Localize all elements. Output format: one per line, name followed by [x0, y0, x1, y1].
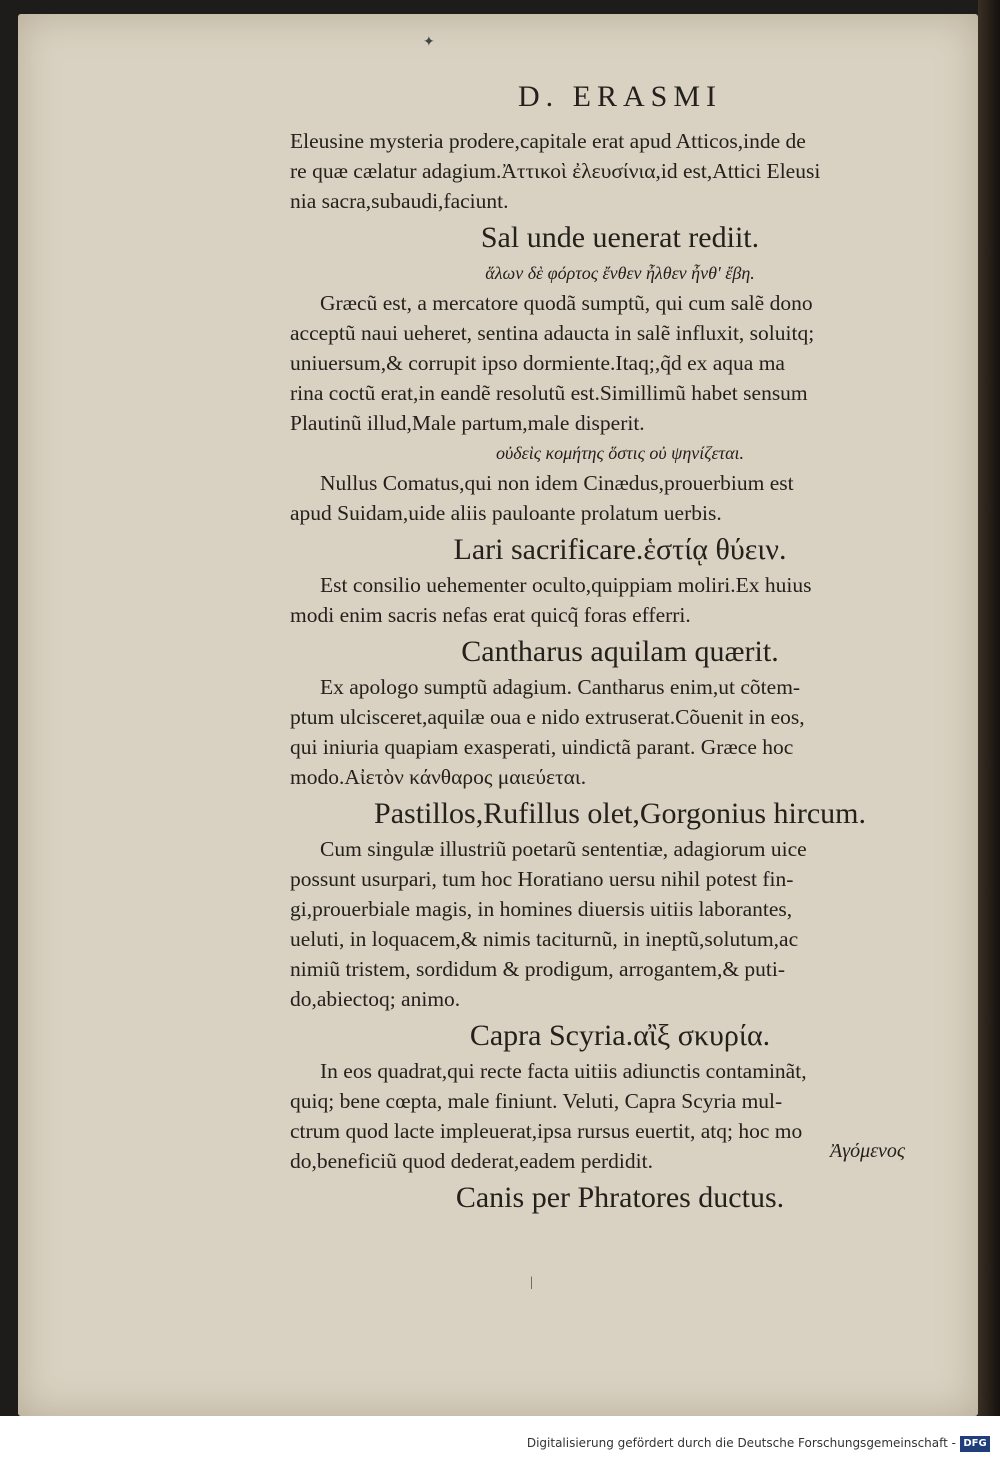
text-line: ctrum quod lacte impleuerat,ipsa rursus euertit, atq; hoc mo	[290, 1119, 803, 1143]
text-line: possunt usurpari, tum hoc Horatiano uersu nihil potest fin-	[290, 867, 794, 891]
ink-mark: ✦	[423, 35, 435, 50]
catchword: Ἀγόμενος	[830, 1140, 906, 1162]
text-line: In eos quadrat,qui recte facta uitiis adiunctis contaminãt,	[320, 1059, 807, 1083]
adage-heading: Lari sacrificare.ἑστίᾳ θύειν.	[453, 533, 787, 566]
adage-heading: Pastillos,Rufillus olet,Gorgonius hircum.	[374, 797, 866, 830]
greek-line: ἅλων δὲ φόρτος ἔνθεν ἦλθεν ἦνθ' ἔβη.	[485, 263, 755, 283]
text-line: Græcũ est, a mercatore quodã sumptũ, qui cum salẽ dono	[320, 291, 813, 315]
text-line: Cum singulæ illustriũ poetarũ sententiæ, adagiorum uice	[320, 837, 807, 861]
paragraph	[290, 834, 950, 1014]
funding-notice: Digitalisierung gefördert durch die Deutsche Forschungsgemeinschaft -	[526, 1436, 956, 1450]
text-column	[290, 80, 950, 1218]
text-line: Eleusine mysteria prodere,capitale erat apud Atticos,inde de	[290, 129, 806, 153]
text-line: do,abiectoq; animo.	[290, 987, 461, 1011]
dfg-logo: DFG	[960, 1436, 990, 1452]
paragraph	[290, 570, 950, 630]
text-line: modo.Αἰετὸν κάνθαρος μαιεύεται.	[290, 765, 587, 789]
text-line: qui iniuria quapiam exasperati, uindictã parant. Græce hoc	[290, 735, 794, 759]
text-line: quiq; bene cœpta, male finiunt. Veluti, Capra Scyria mul-	[290, 1089, 783, 1113]
text-line: apud Suidam,uide aliis pauloante prolatum uerbis.	[290, 501, 722, 525]
paragraph	[290, 126, 950, 216]
adage-heading: Cantharus aquilam quærit.	[461, 635, 779, 668]
text-line: ptum ulcisceret,aquilæ oua e nido extruserat.Cõuenit in eos,	[290, 705, 805, 729]
paragraph	[290, 468, 950, 528]
greek-line: οὐδεὶς κομήτης ὅστις οὐ ψηνίζεται.	[495, 443, 745, 463]
text-line: nimiũ tristem, sordidum & prodigum, arrogantem,& puti-	[290, 957, 786, 981]
book-spine-edge	[978, 0, 1000, 1420]
ink-mark: |	[530, 1275, 533, 1290]
running-head: D. ERASMI	[517, 80, 722, 113]
text-line: Plautinũ illud,Male partum,male disperit.	[290, 411, 645, 435]
text-line: nia sacra,subaudi,faciunt.	[290, 189, 509, 213]
body-text	[290, 126, 950, 1218]
adage-heading: Capra Scyria.αἲξ σκυρία.	[469, 1019, 771, 1052]
text-line: ueluti, in loquacem,& nimis taciturnũ, in ineptũ,solutum,ac	[290, 927, 799, 951]
text-line: modi enim sacris nefas erat quicq̃ foras efferri.	[290, 603, 691, 627]
footer-bar	[0, 1416, 1000, 1468]
text-line: Est consilio uehementer oculto,quippiam moliri.Ex huius	[320, 573, 812, 597]
paragraph	[290, 672, 950, 792]
text-line: Ex apologo sumptũ adagium. Cantharus enim,ut cõtem-	[320, 675, 801, 699]
text-line: acceptũ naui ueheret, sentina adaucta in salẽ influxit, soluitq;	[290, 321, 815, 345]
text-line: re quæ cælatur adagium.Ἀττικοὶ ἐλευσίνια,id est,Attici Eleusi	[290, 159, 821, 183]
text-line: gi,prouerbiale magis, in homines diuersis uitiis laborantes,	[290, 897, 793, 921]
text-line: uniuersum,& corrupit ipso dormiente.Itaq;,q̃d ex aqua ma	[290, 351, 785, 375]
paragraph	[290, 288, 950, 438]
text-line: Nullus Comatus,qui non idem Cinædus,prouerbium est	[320, 471, 794, 495]
text-line: rina coctũ erat,in eandẽ resolutũ est.Simillimũ habet sensum	[290, 381, 808, 405]
adage-heading: Canis per Phratores ductus.	[455, 1181, 785, 1214]
text-line: do,beneficiũ quod dederat,eadem perdidit.	[290, 1149, 653, 1173]
adage-heading: Sal unde uenerat rediit.	[480, 221, 760, 254]
